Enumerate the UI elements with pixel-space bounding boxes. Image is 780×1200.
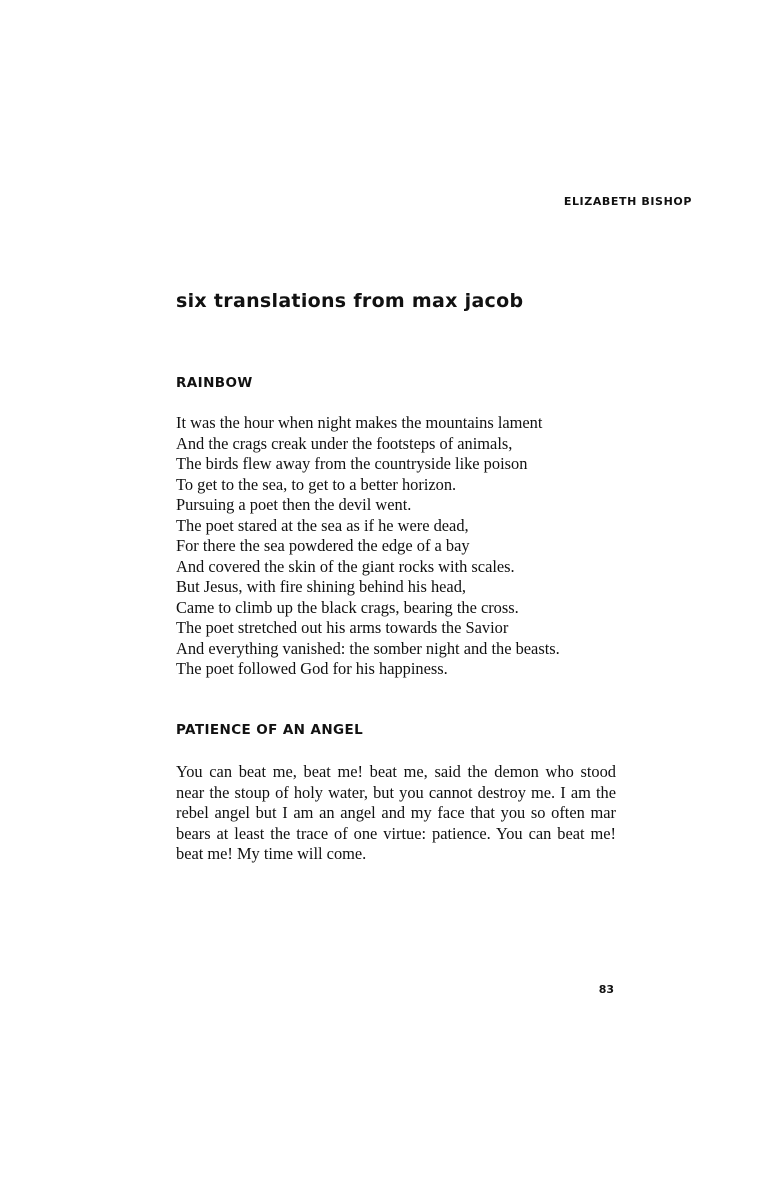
- page-title: six translations from max jacob: [176, 290, 524, 312]
- poem-line: But Jesus, with fire shining behind his head,: [176, 577, 466, 596]
- poem-line: Came to climb up the black crags, bearing the cross.: [176, 597, 519, 617]
- poem-line: It was the hour when night makes the mountains lament: [176, 413, 543, 432]
- poem-line: And everything vanished: the somber night and the beasts.: [176, 638, 560, 658]
- poem-line: The poet stared at the sea as if he were dead,: [176, 515, 469, 535]
- section-heading-rainbow: RAINBOW: [176, 375, 253, 391]
- poem-line: And covered the skin of the giant rocks with scales.: [176, 556, 515, 576]
- page-number: 83: [598, 983, 614, 996]
- poem-line: Pursuing a poet then the devil went.: [176, 495, 412, 514]
- prose-poem-patience-of-an-angel: You can beat me, beat me! beat me, said the demon who stood near the stoup of holy water, but you cannot destroy me. I am the rebel angel but I am an angel and my face that you so often mar bears at least the trace of one virtue: patience. You can beat me! beat me! My time will come.: [176, 762, 616, 863]
- poem-line: The poet followed God for his happiness.: [176, 659, 448, 678]
- running-head-author: ELIZABETH BISHOP: [563, 195, 692, 208]
- poem-line: And the crags creak under the footsteps of animals,: [176, 433, 513, 453]
- poem-rainbow: [176, 413, 560, 680]
- poem-line: The birds flew away from the countryside like poison: [176, 454, 528, 473]
- poem-line: The poet stretched out his arms towards the Savior: [176, 618, 509, 637]
- section-heading-patience-of-an-angel: PATIENCE OF AN ANGEL: [176, 722, 364, 738]
- poem-line: For there the sea powdered the edge of a bay: [176, 536, 470, 555]
- poem-line: To get to the sea, to get to a better horizon.: [176, 474, 457, 494]
